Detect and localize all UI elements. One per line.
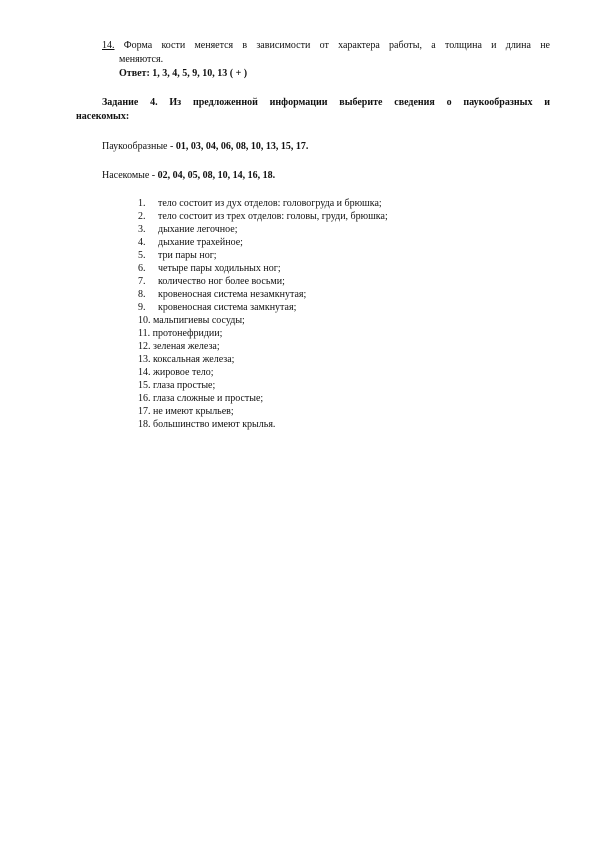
list-item xyxy=(138,236,388,249)
list-item-text: коксальная железа; xyxy=(153,354,235,365)
list-item xyxy=(138,340,388,353)
list-item-number: 3. xyxy=(138,224,146,235)
list-item xyxy=(138,301,388,314)
list-item xyxy=(138,288,388,301)
question-14-text-line1: Форма кости меняется в зависимости от характера работы, а толщина и длина не xyxy=(123,40,550,51)
list-item xyxy=(138,249,388,262)
list-item xyxy=(138,405,388,418)
list-item-number: 18. xyxy=(138,419,151,430)
list-item xyxy=(138,210,388,223)
list-item xyxy=(138,262,388,275)
list-item-text: зеленая железа; xyxy=(153,341,220,352)
list-item-number: 14. xyxy=(138,367,151,378)
list-item-number: 17. xyxy=(138,406,151,417)
list-item-number: 8. xyxy=(138,289,146,300)
list-item-text: дыхание трахейное; xyxy=(158,237,243,248)
list-item-number: 12. xyxy=(138,341,151,352)
insects-label: Насекомые - xyxy=(102,170,158,181)
list-item-number: 9. xyxy=(138,302,146,313)
feature-list xyxy=(138,197,388,431)
list-item-text: мальпигиевы сосуды; xyxy=(153,315,245,326)
list-item-text: четыре пары ходильных ног; xyxy=(158,263,281,274)
list-item-number: 15. xyxy=(138,380,151,391)
list-item-number: 5. xyxy=(138,250,146,261)
list-item xyxy=(138,275,388,288)
list-item-text: большинство имеют крылья. xyxy=(153,419,276,430)
list-item-text: тело состоит из трех отделов: головы, груди, брюшка; xyxy=(158,211,388,222)
list-item xyxy=(138,392,388,405)
question-14-number: 14. xyxy=(102,40,115,51)
list-item xyxy=(138,353,388,366)
list-item xyxy=(138,418,388,431)
question-14-text-line2: меняются. xyxy=(119,54,164,65)
task-4-heading-line2: насекомых: xyxy=(76,111,130,122)
list-item-number: 2. xyxy=(138,211,146,222)
list-item-text: кровеносная система замкнутая; xyxy=(158,302,297,313)
list-item-number: 16. xyxy=(138,393,151,404)
list-item xyxy=(138,327,388,340)
list-item-text: не имеют крыльев; xyxy=(153,406,234,417)
list-item xyxy=(138,197,388,210)
list-item-number: 6. xyxy=(138,263,146,274)
list-item-number: 10. xyxy=(138,315,151,326)
list-item xyxy=(138,379,388,392)
list-item-text: дыхание легочное; xyxy=(158,224,238,235)
arachnids-label: Паукообразные - xyxy=(102,141,176,152)
list-item-text: кровеносная система незамкнутая; xyxy=(158,289,307,300)
question-14-line1 xyxy=(102,39,550,52)
list-item-text: жировое тело; xyxy=(153,367,214,378)
list-item-text: три пары ног; xyxy=(158,250,217,261)
list-item xyxy=(138,223,388,236)
insects-answer xyxy=(102,169,275,182)
list-item-text: глаза простые; xyxy=(153,380,216,391)
arachnids-answer xyxy=(102,140,308,153)
list-item-text: количество ног более восьми; xyxy=(158,276,285,287)
question-14-answer: Ответ: 1, 3, 4, 5, 9, 10, 13 ( + ) xyxy=(119,68,248,79)
list-item-text: протонефридии; xyxy=(152,328,223,339)
insects-values: 02, 04, 05, 08, 10, 14, 16, 18. xyxy=(157,170,276,181)
list-item-number: 13. xyxy=(138,354,151,365)
list-item-text: тело состоит из дух отделов: головогруда и брюшка; xyxy=(158,198,382,209)
list-item xyxy=(138,314,388,327)
list-item-text: глаза сложные и простые; xyxy=(153,393,264,404)
list-item-number: 1. xyxy=(138,198,146,209)
task-4-heading-line1: Задание 4. Из предложенной информации выберите сведения о паукообразных и xyxy=(102,97,550,108)
list-item xyxy=(138,366,388,379)
arachnids-values: 01, 03, 04, 06, 08, 10, 13, 15, 17. xyxy=(175,141,309,152)
list-item-number: 7. xyxy=(138,276,146,287)
list-item-number: 11. xyxy=(138,328,151,339)
list-item-number: 4. xyxy=(138,237,146,248)
